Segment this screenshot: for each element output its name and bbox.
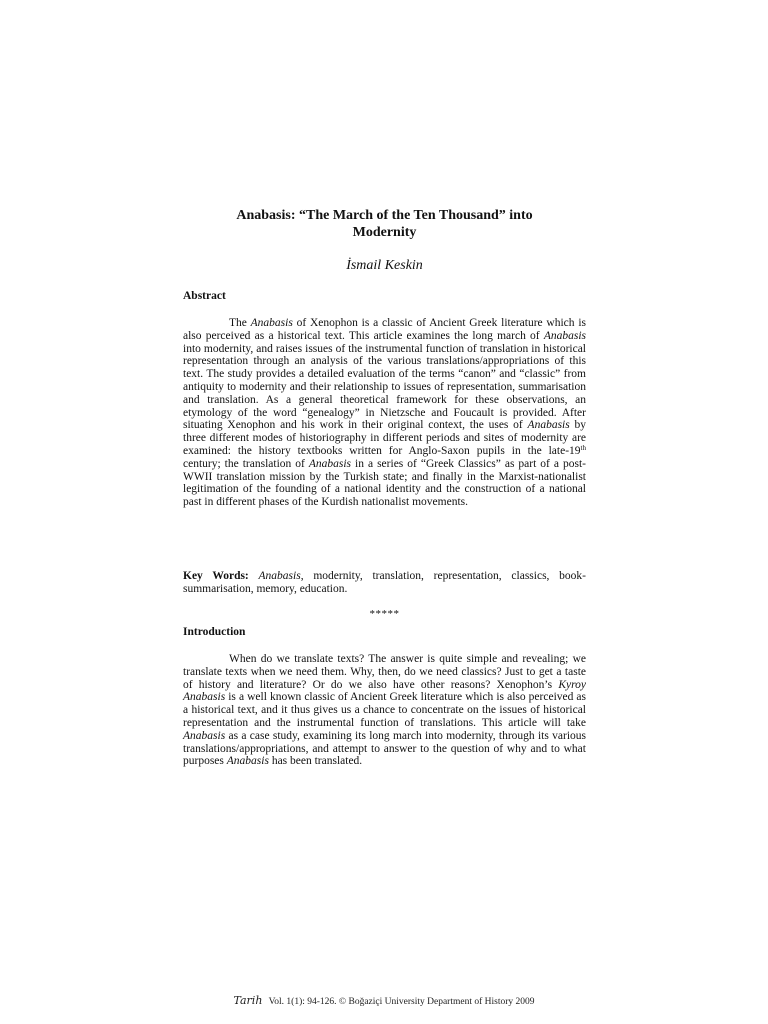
- footer-citation: Vol. 1(1): 94-126. © Boğaziçi University Department of History 2009: [268, 997, 535, 1007]
- section-separator: *****: [369, 608, 400, 620]
- introduction-paragraph: [183, 653, 586, 768]
- abstract-heading: Abstract: [183, 290, 226, 302]
- keywords-label: Key Words:: [183, 570, 249, 582]
- intro-text-4: has been translated.: [268, 755, 363, 768]
- abstract-text-4: by three different modes of historiography in different periods and sites of modernity are examined: the history textbooks written for Anglo-Saxon pupils in the late-19: [183, 419, 587, 457]
- abstract-italic-4: Anabasis: [308, 457, 352, 470]
- abstract-text-1: The: [229, 317, 251, 329]
- title-line-1: Anabasis: “The March of the Ten Thousand” into: [236, 208, 533, 223]
- journal-logo: Tarih: [233, 994, 263, 1007]
- abstract-italic-2: Anabasis: [543, 329, 586, 342]
- title-line-2: Modernity: [352, 225, 417, 240]
- intro-text-2: is a well known classic of Ancient Greek literature which is also perceived as a historical text, and it thus gives us a chance to concentrate on the issues of historical representation and the instrumental function of translations. This article will take: [183, 691, 586, 729]
- abstract-italic-3: Anabasis: [527, 419, 570, 432]
- abstract-text-2: of Xenophon is a classic of Ancient Greek literature which is also perceived as a historical text. This article examines the long march of: [183, 317, 586, 342]
- abstract-text-5: century; the translation of: [183, 457, 309, 470]
- abstract-superscript: th: [580, 443, 586, 452]
- keywords-paragraph: [183, 570, 586, 596]
- keywords-italic: Anabasis: [258, 570, 301, 582]
- author-name: İsmail Keskin: [346, 258, 423, 273]
- intro-italic-2: Anabasis: [183, 729, 226, 742]
- intro-italic-3: Anabasis: [226, 755, 269, 768]
- intro-text-1: When do we translate texts? The answer is quite simple and revealing; we translate texts when we need them. Why, then, do we need classics? Just to get a taste of history and literature? Or do we also have other reasons? Xenophon’s: [183, 653, 586, 691]
- intro-italic-1: Kyroy Anabasis: [183, 678, 586, 704]
- abstract-italic-1: Anabasis: [250, 317, 293, 329]
- abstract-paragraph: [183, 317, 586, 509]
- intro-text-3: as a case study, examining its long march into modernity, through its various translations/appropriations, and attempt to answer to the question of why and to what purposes: [183, 729, 586, 768]
- abstract-text-6: in a series of “Greek Classics” as part of a post-WWII translation mission by the Turkish state; and finally in the Marxist-nationalist legitimation of the founding of a national identity and the construction of a national past in different phases of the Kurdish nationalist movements.: [183, 457, 586, 509]
- article-title: [183, 207, 586, 241]
- introduction-heading: Introduction: [183, 626, 246, 638]
- abstract-text-3: into modernity, and raises issues of the instrumental function of translation in historical representation through an analysis of the various translations/appropriations of this text. The study provides a detailed evaluation of the terms “canon” and “classic” from antiquity to modernity and their relationship to issues of representation, summarisation and translation. As a general theoretical framework for these observations, an etymology of the word “genealogy” in Nietzsche and Foucault is provided. After situating Xenophon and his work in their original context, the uses of: [183, 342, 586, 432]
- page-footer: [0, 995, 768, 1008]
- keywords-text: , modernity, translation, representation, classics, book-summarisation, memory, education.: [183, 570, 587, 595]
